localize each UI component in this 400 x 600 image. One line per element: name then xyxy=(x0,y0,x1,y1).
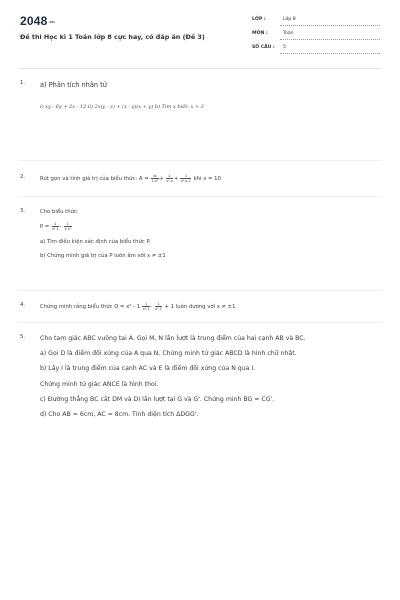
document-title: Đề thi Học kì 1 Toán lớp 8 cực hay, có đáp án (Đề 3) xyxy=(20,33,205,41)
question-divider xyxy=(18,290,382,291)
question-2-condition: khi x = 10 xyxy=(193,176,221,182)
question-5-part-a: a) Gọi D là điểm đối xứng của A qua N. Chứng minh tứ giác ABCD là hình chữ nhật. xyxy=(40,350,297,358)
logo-text: 2048 xyxy=(20,14,48,28)
question-3-expression: P = $\frac{2}{\text{x²-1}}$ - $\frac{1}{\text{1-x²}}$ xyxy=(40,222,72,231)
meta-count-value: 5 xyxy=(283,45,286,50)
question-number: 3. xyxy=(20,208,26,214)
meta-class-label: LỚP : xyxy=(252,17,266,22)
fraction: $\frac{1}{\text{x²-x-1}}$ xyxy=(180,174,191,183)
question-5-part-b: b) Lấy I là trung điểm của cạnh AC và E là điểm đối xứng của N qua I. xyxy=(40,365,256,373)
question-number: 1. xyxy=(20,80,26,86)
logo-suffix: .vn xyxy=(48,19,55,24)
question-5-part-c: c) Đường thẳng BC cắt DM và DI lần lượt tại G và G'. Chứng minh BG = CG'. xyxy=(40,395,275,403)
question-2-text: Rút gọn và tính giá trị của biểu thức: A = xyxy=(40,176,149,182)
question-3-part-a: a) Tìm điều kiện xác định của biểu thức P. xyxy=(40,239,151,245)
question-5-intro: Cho tam giác ABC vuông tại A. Gọi M, N lần lượt là trung điểm của hai cạnh AB và BC. xyxy=(40,335,306,342)
worksheet-page: $2048^{.vn}$ Đề thi Học kì 1 Toán lớp 8 cực hay, có đáp án (Đề 3) LỚP : Lớp 8 MÔN : Toán SỐ CÂU : 5 1. a) Phân tích nhân tử i) xy - 6y + 2x - 12 ii) 2x(y - z) + (z - y)(x + y) b) Tìm x biết: x + 3 2. Rút gọn và tính giá trị của biểu thức: A = $\frac{3x}{\text{1-x²}}$ + $\frac{2}{\text{x²-x}}$ + $\frac{1}{\text{x²-x-1}}$ khi x = 10 3. Cho biểu thức: P = $\frac{2}{\text{x²-1}}$ - $\frac{1}{\text{1-x²}}$ a) Tìm điều kiện xác định của biểu thức P. b) Chứng minh giá trị của P luôn âm với x ≠ ±1 4. Chứng minh rằng biểu thức Q = x² - 1 $\frac{1}{\text{x²-1}}$ - $\frac{1}{\text{x²-1}}$ + 1 luôn dương với x ≠ ±1 5. Cho tam giác ABC vuông tại A. Gọi M, N lần lượt là trung điểm của hai cạnh AB và BC. a) Gọi D là điểm đối xứng của A qua N. Chứng minh tứ giác ABCD là hình chữ nhật. b) Lấy I là trung điểm của cạnh AC và E là điểm đối xứng của N qua I. Chứng minh tứ giác ANCE là hình thoi. c) Đường thẳng BC cắt DM và DI lần lượt tại G và G'. Chứng minh BG = CG'. d) Cho AB = 6cm, AC = 8cm. Tính diện tích ΔDGG'. xyxy=(0,0,400,600)
fraction: $\frac{3x}{\text{1-x²}}$ xyxy=(151,174,159,183)
question-3-intro: Cho biểu thức: xyxy=(40,209,79,215)
meta-class-value: Lớp 8 xyxy=(283,17,296,22)
question-5-part-d: d) Cho AB = 6cm, AC = 8cm. Tính diện tích ΔDGG'. xyxy=(40,411,199,419)
meta-subject-label: MÔN : xyxy=(252,31,268,36)
meta-subject-value: Toán xyxy=(283,31,294,36)
question-5-part-b-continued: Chứng minh tứ giác ANCE là hình thoi. xyxy=(40,380,159,388)
question-1-math: i) xy - 6y + 2x - 12 ii) 2x(y - z) + (z - y)(x + y) b) Tìm x biết: x + 3 xyxy=(40,104,204,111)
question-divider xyxy=(18,160,382,161)
fraction: $\frac{2}{\text{x²-x}}$ xyxy=(166,174,173,183)
question-3-part-b: b) Chứng minh giá trị của P luôn âm với x ≠ ±1 xyxy=(40,253,166,259)
header-divider xyxy=(18,68,382,69)
question-1-title: a) Phân tích nhân tử xyxy=(40,81,107,89)
site-logo[interactable] xyxy=(20,14,55,28)
question-number: 5. xyxy=(20,334,26,340)
question-number: 2. xyxy=(20,174,26,180)
question-number: 4. xyxy=(20,302,26,308)
question-4-text: Chứng minh rằng biểu thức Q = x² - 1 xyxy=(40,304,141,310)
expression-prefix: P = xyxy=(40,224,50,230)
question-divider xyxy=(18,196,382,197)
question-4-condition: + 1 luôn dương với x ≠ ±1 xyxy=(164,304,236,310)
question-divider xyxy=(18,322,382,323)
meta-count-label: SỐ CÂU : xyxy=(252,45,275,50)
